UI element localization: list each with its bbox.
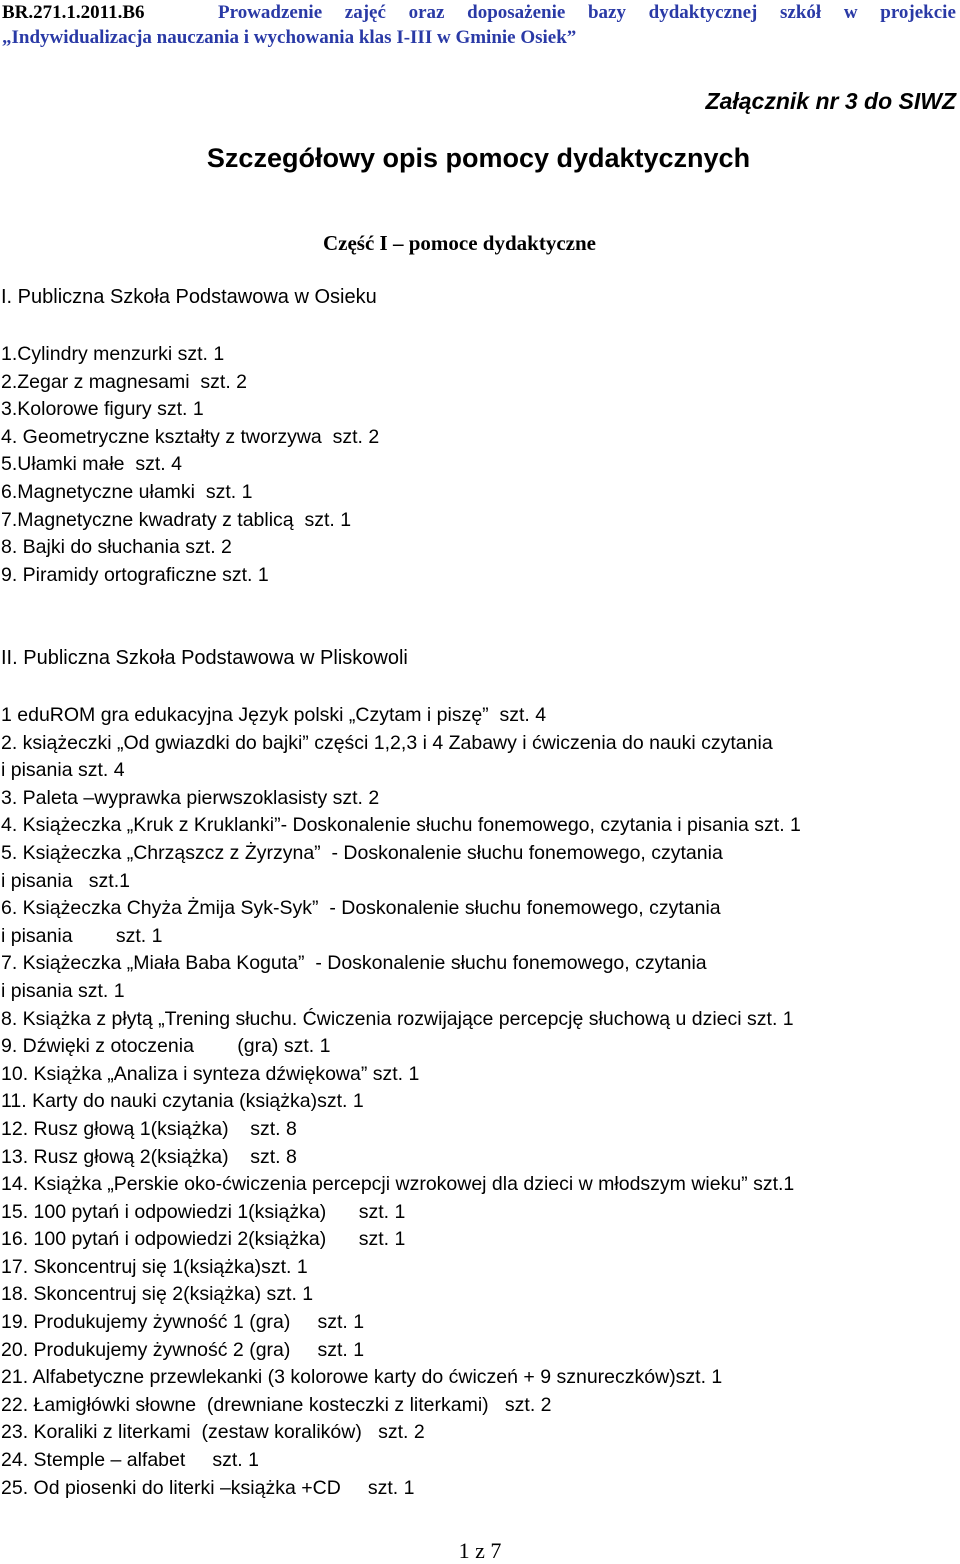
list-item: 6.Magnetyczne ułamki szt. 1 <box>1 480 253 503</box>
title-word: szkół <box>780 2 822 23</box>
list-item: 18. Skoncentruj się 2(książka) szt. 1 <box>1 1283 314 1306</box>
list-item: 23. Koraliki z literkami (zestaw koralików) szt. 2 <box>1 1421 425 1444</box>
project-title-line1 <box>218 2 956 24</box>
list-item: 4. Książeczka „Kruk z Kruklanki”- Doskonalenie słuchu fonemowego, czytania i pisania szt. 1 <box>1 814 801 837</box>
section-heading-osiek: I. Publiczna Szkoła Podstawowa w Osieku <box>1 286 377 308</box>
list-item: 16. 100 pytań i odpowiedzi 2(książka) szt. 1 <box>1 1228 406 1251</box>
list-item: 22. Łamigłówki słowne (drewniane kosteczki z literkami) szt. 2 <box>1 1393 552 1416</box>
list-item: i pisania szt.1 <box>1 869 130 892</box>
list-item: 21. Alfabetyczne przewlekanki (3 kolorowe karty do ćwiczeń + 9 sznureczków)szt. 1 <box>1 1366 723 1389</box>
list-item: 2. książeczki „Od gwiazdki do bajki” części 1,2,3 i 4 Zabawy i ćwiczenia do nauki czytania <box>1 731 773 754</box>
item-list-pliskowola <box>1 702 801 1502</box>
title-word: Prowadzenie <box>218 2 323 23</box>
list-item: 19. Produkujemy żywność 1 (gra) szt. 1 <box>1 1311 365 1334</box>
list-item: 13. Rusz głową 2(książka) szt. 8 <box>1 1145 297 1168</box>
list-item: 5.Ułamki małe szt. 4 <box>1 453 182 476</box>
list-item: 24. Stemple – alfabet szt. 1 <box>1 1449 259 1472</box>
list-item: 10. Książka „Analiza i synteza dźwiękowa” szt. 1 <box>1 1062 420 1085</box>
list-item: 1 eduROM gra edukacyjna Język polski „Czytam i piszę” szt. 4 <box>1 704 547 726</box>
list-item: 6. Książeczka Chyża Żmija Syk-Syk” - Doskonalenie słuchu fonemowego, czytania <box>1 897 721 920</box>
title-word: w <box>843 2 858 23</box>
title-word: oraz <box>408 2 445 23</box>
project-title-line2: „Indywidualizacja nauczania i wychowania klas I-III w Gminie Osiek” <box>2 27 577 48</box>
list-item: 20. Produkujemy żywność 2 (gra) szt. 1 <box>1 1338 365 1361</box>
list-item: 25. Od piosenki do literki –książka +CD szt. 1 <box>1 1476 415 1499</box>
list-item: i pisania szt. 1 <box>1 979 125 1002</box>
page-number: 1 z 7 <box>458 1538 502 1563</box>
list-item: 17. Skoncentruj się 1(książka)szt. 1 <box>1 1255 308 1278</box>
list-item: 9. Dźwięki z otoczenia (gra) szt. 1 <box>1 1035 331 1058</box>
title-word: bazy <box>587 2 626 23</box>
list-item: 12. Rusz głową 1(książka) szt. 8 <box>1 1117 297 1140</box>
list-item: 15. 100 pytań i odpowiedzi 1(książka) szt. 1 <box>1 1200 406 1223</box>
list-item: 1.Cylindry menzurki szt. 1 <box>1 343 225 365</box>
part-heading: Część I – pomoce dydaktyczne <box>323 231 596 255</box>
list-item: 3. Paleta –wyprawka pierwszoklasisty szt. 2 <box>1 786 380 809</box>
list-item: 7.Magnetyczne kwadraty z tablicą szt. 1 <box>1 508 352 531</box>
list-item: 5. Książeczka „Chrząszcz z Żyrzyna” - Doskonalenie słuchu fonemowego, czytania <box>1 841 723 864</box>
title-word: zajęć <box>344 2 386 23</box>
list-item: 2.Zegar z magnesami szt. 2 <box>1 370 248 393</box>
list-item: 11. Karty do nauki czytania (książka)szt. 1 <box>1 1090 364 1113</box>
item-list-osiek <box>1 341 379 589</box>
title-word: dydaktycznej <box>648 2 758 23</box>
list-item: 8. Bajki do słuchania szt. 2 <box>1 536 232 559</box>
section-heading-pliskowola: II. Publiczna Szkoła Podstawowa w Pliskowoli <box>1 647 408 669</box>
list-item: 9. Piramidy ortograficzne szt. 1 <box>1 563 269 586</box>
list-item: i pisania szt. 1 <box>1 924 163 947</box>
list-item: 4. Geometryczne kształty z tworzywa szt. 2 <box>1 425 380 448</box>
title-word: projekcie <box>880 2 956 23</box>
document-reference: BR.271.1.2011.B6 <box>2 2 145 23</box>
list-item: 3.Kolorowe figury szt. 1 <box>1 398 204 421</box>
document-title: Szczegółowy opis pomocy dydaktycznych <box>206 143 751 173</box>
list-item: 8. Książka z płytą „Trening słuchu. Ćwiczenia rozwijające percepcję słuchową u dzieci szt. 1 <box>1 1007 794 1030</box>
list-item: i pisania szt. 4 <box>1 759 125 782</box>
attachment-label: Załącznik nr 3 do SIWZ <box>705 88 956 114</box>
list-item: 7. Książeczka „Miała Baba Koguta” - Doskonalenie słuchu fonemowego, czytania <box>1 952 707 975</box>
list-item: 14. Książka „Perskie oko-ćwiczenia percepcji wzrokowej dla dzieci w młodszym wieku” szt.1 <box>1 1173 795 1196</box>
title-word: doposażenie <box>467 2 566 23</box>
